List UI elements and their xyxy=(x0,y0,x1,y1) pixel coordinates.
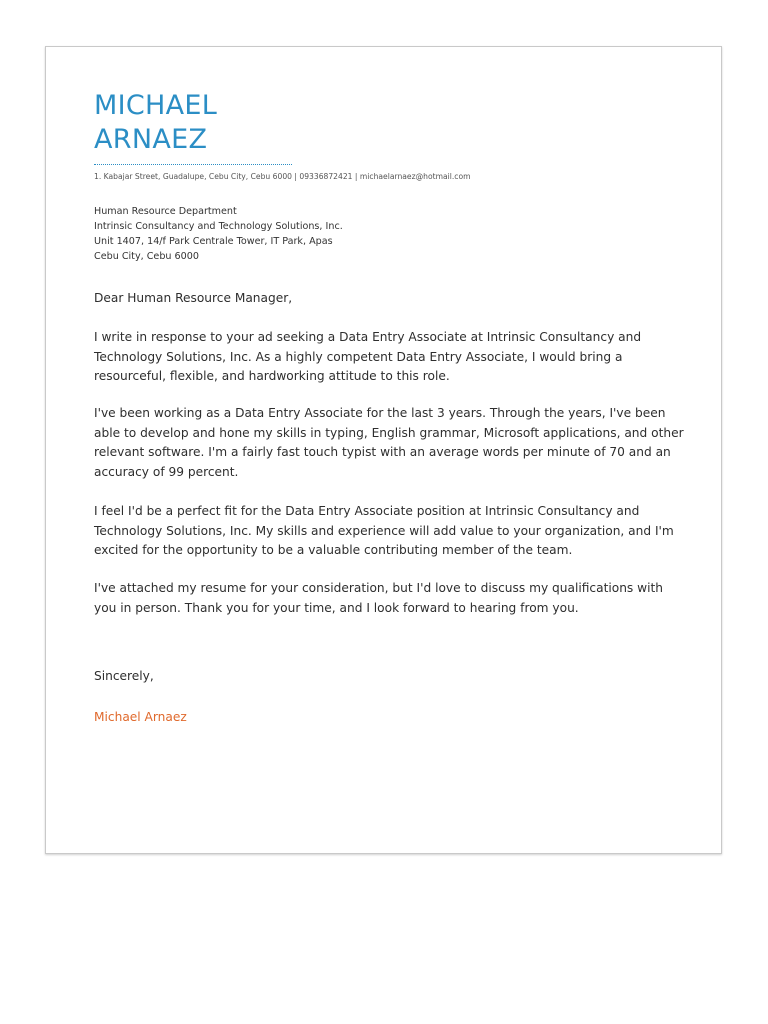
applicant-first-name: MICHAEL xyxy=(94,90,218,121)
applicant-name xyxy=(94,89,217,157)
applicant-last-name: ARNAEZ xyxy=(94,124,208,155)
recipient-address xyxy=(94,204,343,264)
body-paragraph-4: I've attached my resume for your consideration, but I'd love to discuss my qualifications with you in person. Thank you for your time, and I look forward to hearing from you. xyxy=(94,581,664,615)
closing: Sincerely, xyxy=(94,669,154,683)
recipient-line: Human Resource Department xyxy=(94,206,237,217)
recipient-line: Cebu City, Cebu 6000 xyxy=(94,251,199,262)
letter-page xyxy=(45,46,722,854)
contact-line: 1. Kabajar Street, Guadalupe, Cebu City, Cebu 6000 | 09336872421 | michaelarnaez@hotmail.com xyxy=(94,172,471,181)
signature-name: Michael Arnaez xyxy=(94,710,187,724)
body-paragraph-2: I've been working as a Data Entry Associate for the last 3 years. Through the years, I've been able to develop and hone my skills in typing, English grammar, Microsoft applications, and other relevant software. I'm a fairly fast touch typist with an average words per minute of 70 and an accuracy of 99 percent. xyxy=(94,406,684,479)
body-paragraph-3: I feel I'd be a perfect fit for the Data Entry Associate position at Intrinsic Consultancy and Technology Solutions, Inc. My skills and experience will add value to your organization, and I'm excited for the opportunity to be a valuable contributing member of the team. xyxy=(94,504,674,557)
recipient-line: Intrinsic Consultancy and Technology Solutions, Inc. xyxy=(94,221,343,232)
name-divider xyxy=(94,164,292,165)
salutation: Dear Human Resource Manager, xyxy=(94,291,293,305)
body-paragraph-1: I write in response to your ad seeking a Data Entry Associate at Intrinsic Consultancy and Technology Solutions, Inc. As a highly competent Data Entry Associate, I would bring a resourceful, flexible, and hardworking attitude to this role. xyxy=(94,330,642,383)
recipient-line: Unit 1407, 14/f Park Centrale Tower, IT Park, Apas xyxy=(94,236,333,247)
